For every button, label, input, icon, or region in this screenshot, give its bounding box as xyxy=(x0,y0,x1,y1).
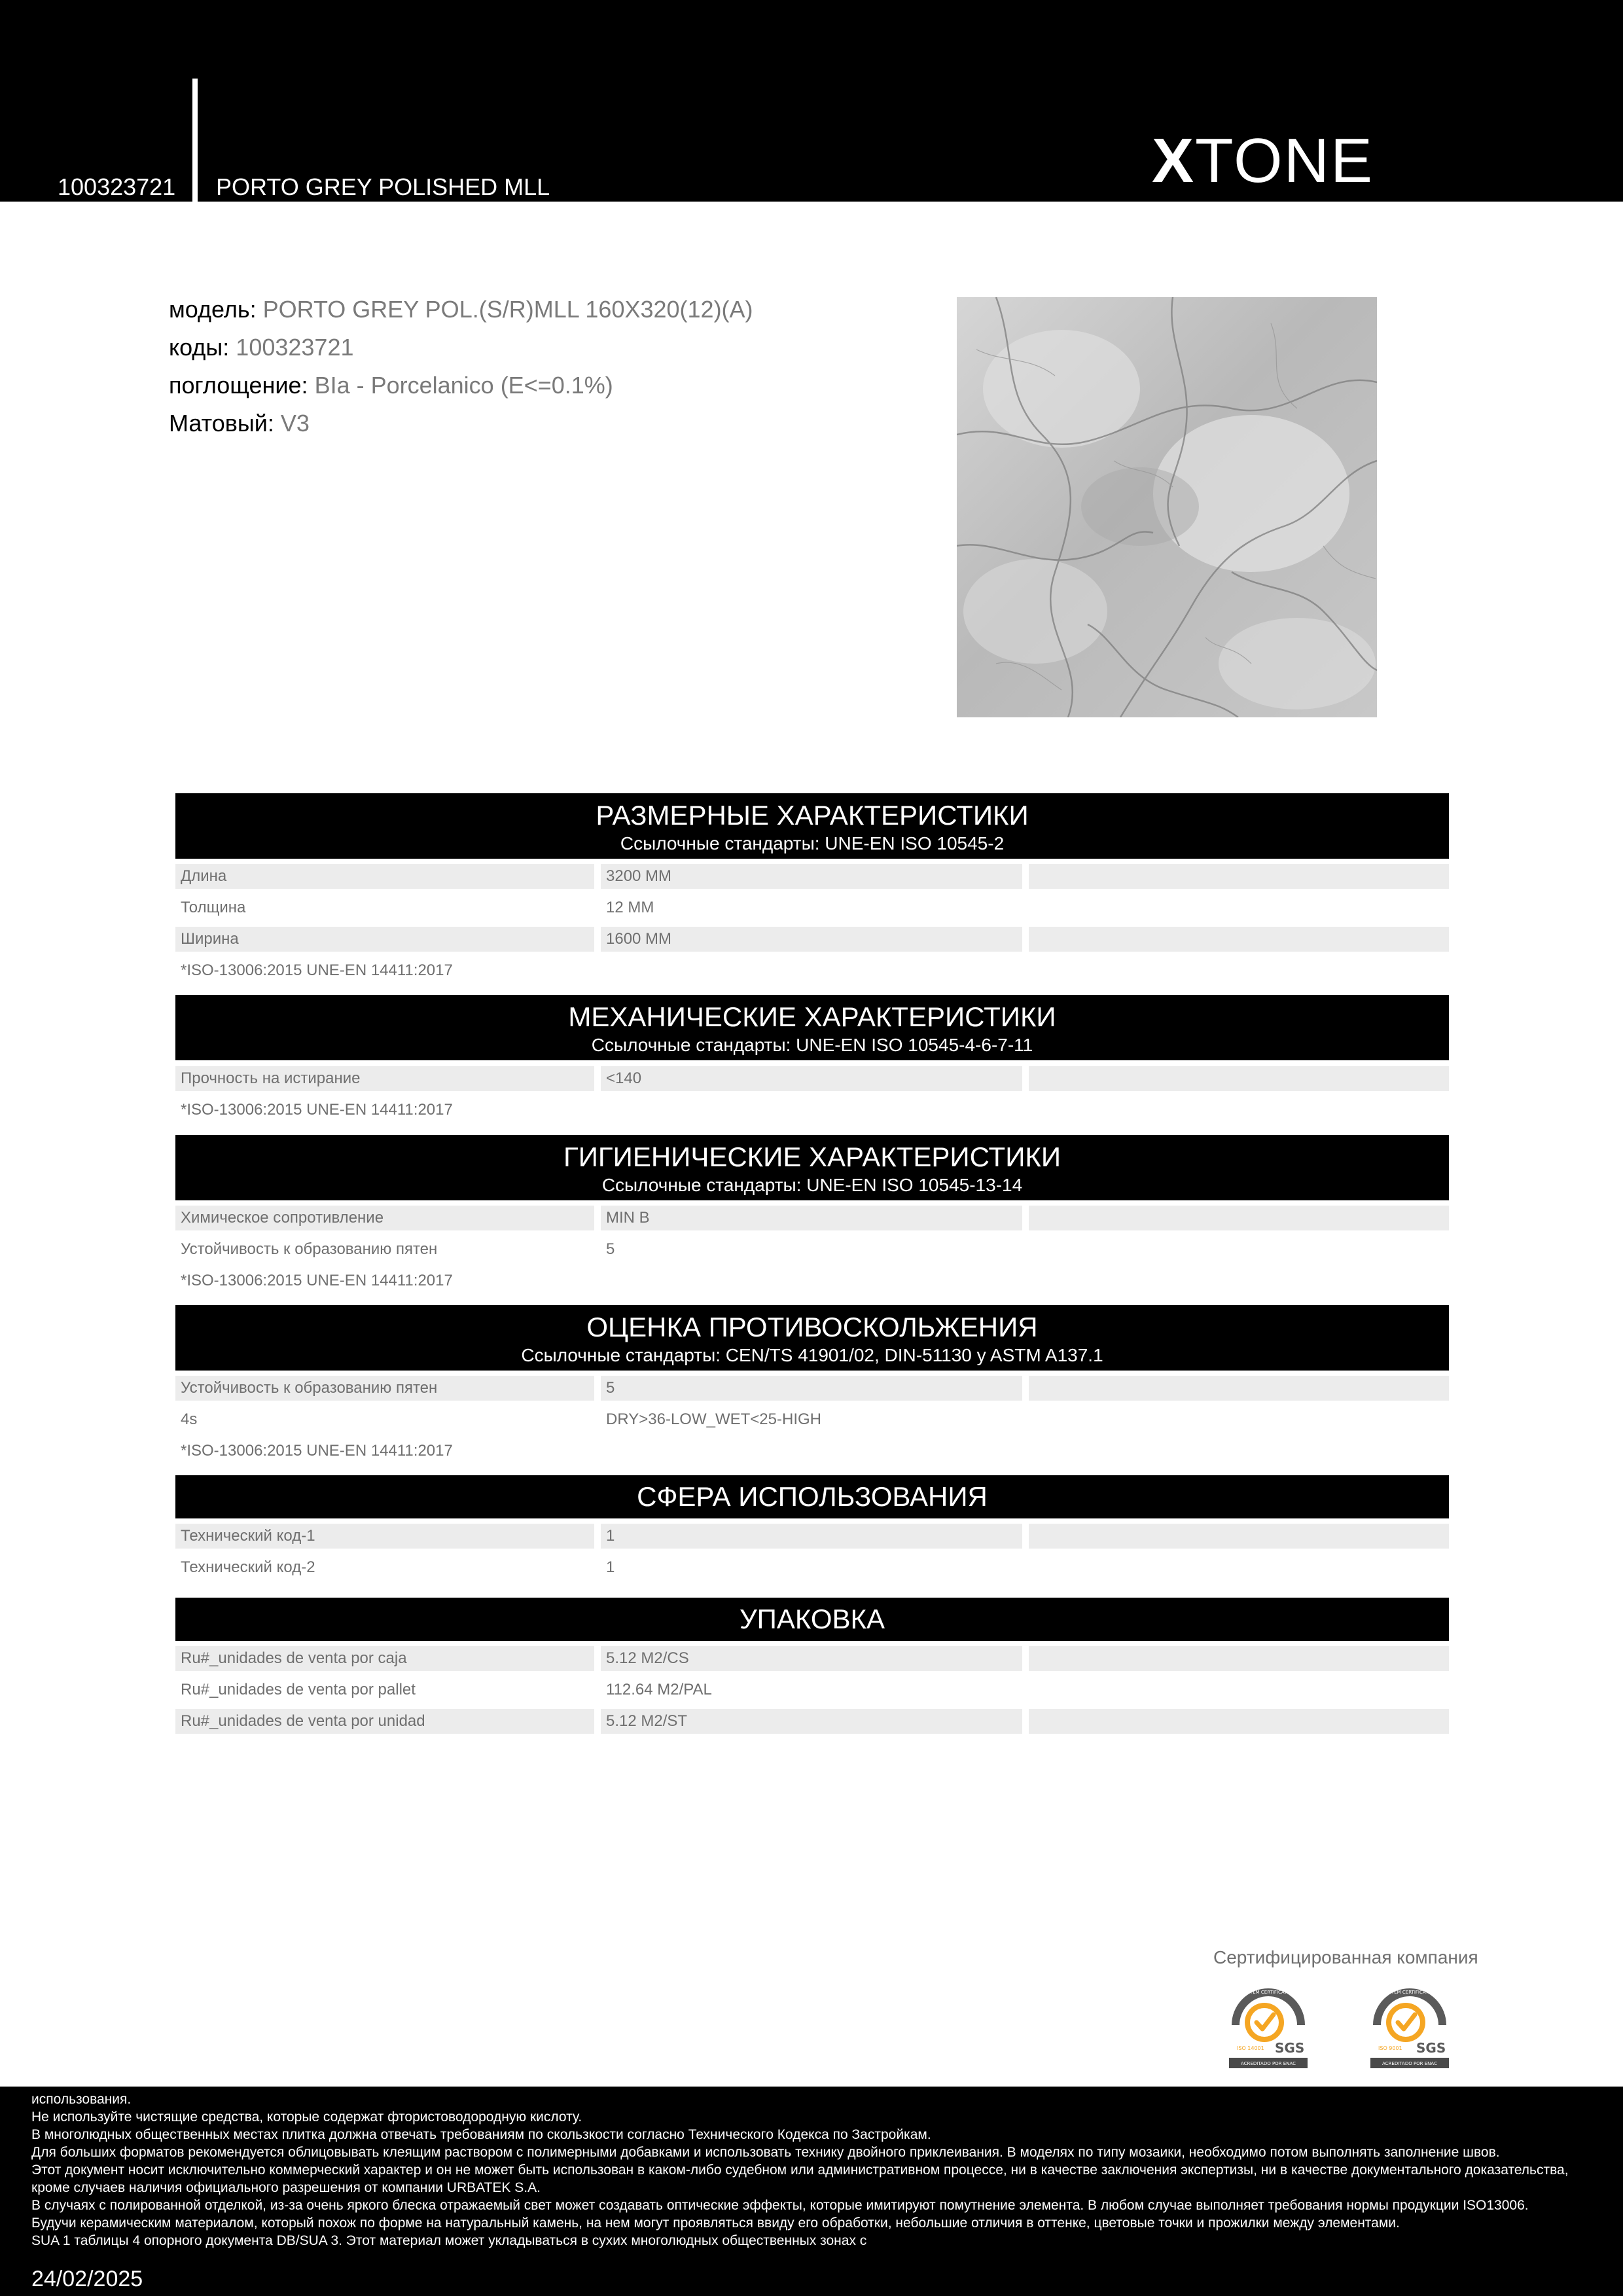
row-extra xyxy=(1029,1677,1449,1702)
footer-line: SUA 1 таблицы 4 опорного документа DB/SUA 3. Этот материал может укладываться в сухих многолюдных общественных зонах с xyxy=(31,2233,867,2248)
section-usage-header xyxy=(175,1475,1449,1518)
table-row xyxy=(175,1524,1449,1549)
info-matte-value: V3 xyxy=(280,410,310,437)
row-name: Технический код-1 xyxy=(175,1524,594,1549)
row-value: <140 xyxy=(601,1066,1022,1091)
row-name: Устойчивость к образованию пятен xyxy=(181,1240,438,1258)
row-extra xyxy=(1029,1646,1449,1671)
footer-disclaimer xyxy=(0,2087,1623,2296)
table-row xyxy=(175,1709,1449,1734)
footer-line: Для больших форматов рекомендуется облицовывать клеящим раствором с полимерными добавками и использовать технику двойного приклеивания. В моделях по типу мозаики, необходимо потом выполнять заполнение швов. xyxy=(31,2145,1500,2160)
info-codes-label: коды: xyxy=(169,334,230,361)
info-absorption-value: BIa - Porcelanico (E<=0.1%) xyxy=(314,372,613,399)
section-subtitle: Ссылочные стандарты: UNE-EN ISO 10545-4-6-7-11 xyxy=(591,1035,1033,1055)
section-title: СФЕРА ИСПОЛЬЗОВАНИЯ xyxy=(637,1481,988,1512)
table-row xyxy=(175,1677,1449,1702)
footer-line: использования. xyxy=(31,2092,132,2107)
row-value: 5 xyxy=(606,1240,615,1258)
header-divider xyxy=(192,79,198,202)
row-value: 5.12 M2/CS xyxy=(601,1646,1022,1671)
logo-x: X xyxy=(1152,126,1196,196)
row-value: DRY>36-LOW_WET<25-HIGH xyxy=(606,1410,821,1428)
product-marble-image xyxy=(957,297,1377,717)
section-hygienic-header xyxy=(175,1135,1449,1200)
info-codes xyxy=(169,329,753,367)
row-name: Ru#_unidades de venta por caja xyxy=(175,1646,594,1671)
row-extra xyxy=(1029,1376,1449,1401)
section-slip-header xyxy=(175,1305,1449,1371)
row-extra xyxy=(1029,895,1449,920)
info-matte-label: Матовый: xyxy=(169,410,274,437)
row-name: Технический код-2 xyxy=(181,1558,315,1576)
section-title: ГИГИЕНИЧЕСКИЕ ХАРАКТЕРИСТИКИ xyxy=(563,1141,1061,1172)
table-row xyxy=(175,927,1449,952)
row-extra xyxy=(1029,927,1449,952)
product-code: 100323721 xyxy=(58,173,176,200)
cert-top-text: SYSTEM CERTIFICATION xyxy=(1241,1990,1296,1995)
table-row xyxy=(175,1646,1449,1671)
info-codes-value: 100323721 xyxy=(236,334,354,361)
footer-text xyxy=(31,2090,1602,2250)
section-note: *ISO-13006:2015 UNE-EN 14411:2017 xyxy=(181,1101,453,1119)
footer-line: Этот документ носит исключительно коммерческий характер и он не может быть использован в каком-либо судебном или административном процессе, ни в качестве заключения экспертизы, ни в качестве документального доказательства, кроме случаев наличия официального разрешения от компании URBATEK S.A. xyxy=(31,2162,1569,2195)
section-packaging-header xyxy=(175,1598,1449,1641)
row-extra xyxy=(1029,1555,1449,1580)
certified-company-label: Сертифицированная компания xyxy=(1213,1947,1478,1967)
row-extra xyxy=(1029,1066,1449,1091)
row-extra xyxy=(1029,1206,1449,1230)
table-row xyxy=(175,1555,1449,1580)
footer-line: Будучи керамическим материалом, который похож по форме на натуральный камень, на нем могут проявляться ввиду его обработки, небольшие отличия в оттенке, цветовые точки и прожилки между элементами. xyxy=(31,2215,1400,2231)
xtone-logo xyxy=(1152,128,1374,194)
header-bar xyxy=(0,0,1623,202)
logo-rest: TONE xyxy=(1195,126,1374,196)
section-note: *ISO-13006:2015 UNE-EN 14411:2017 xyxy=(181,961,453,979)
table-row xyxy=(175,895,1449,920)
table-row xyxy=(175,1206,1449,1230)
row-name: Химическое сопротивление xyxy=(175,1206,594,1230)
section-subtitle: Ссылочные стандарты: CEN/TS 41901/02, DIN-51130 y ASTM A137.1 xyxy=(521,1345,1103,1365)
info-absorption-label: поглощение: xyxy=(169,372,308,399)
table-row xyxy=(175,1376,1449,1401)
row-value: 1 xyxy=(601,1524,1022,1549)
section-title: МЕХАНИЧЕСКИЕ ХАРАКТЕРИСТИКИ xyxy=(568,1001,1056,1032)
info-matte xyxy=(169,404,753,442)
cert-top-text: SYSTEM CERTIFICATION xyxy=(1382,1990,1437,1995)
cert-bottom-text: ACREDITADO POR ENAC xyxy=(1241,2061,1296,2066)
row-value: 12 MM xyxy=(606,899,654,916)
row-extra xyxy=(1029,1407,1449,1432)
row-extra xyxy=(1029,864,1449,889)
row-name: Толщина xyxy=(181,899,246,916)
cert-side-text: ISO 14001 xyxy=(1237,2045,1264,2051)
row-name: 4s xyxy=(181,1410,198,1428)
info-model xyxy=(169,291,753,329)
section-mechanical-header xyxy=(175,995,1449,1060)
row-value: 1600 MM xyxy=(601,927,1022,952)
sgs-iso14001-logo xyxy=(1228,1979,1309,2071)
info-model-value: PORTO GREY POL.(S/R)MLL 160X320(12)(A) xyxy=(262,296,753,323)
row-extra xyxy=(1029,1709,1449,1734)
cert-side-text: ISO 9001 xyxy=(1378,2045,1402,2051)
row-name: Ru#_unidades de venta por pallet xyxy=(181,1681,416,1698)
info-model-label: модель: xyxy=(169,296,257,323)
section-subtitle: Ссылочные стандарты: UNE-EN ISO 10545-13-14 xyxy=(601,1175,1023,1195)
row-name: Ширина xyxy=(175,927,594,952)
row-name: Устойчивость к образованию пятен xyxy=(175,1376,594,1401)
footer-line: В многолюдных общественных местах плитка должна отвечать требованиям по скользкости согласно Техническогo Кодекса по Застройкам. xyxy=(31,2127,931,2142)
row-extra xyxy=(1029,1524,1449,1549)
table-row xyxy=(175,1407,1449,1432)
table-row xyxy=(175,1237,1449,1262)
section-note: *ISO-13006:2015 UNE-EN 14411:2017 xyxy=(181,1442,453,1460)
info-absorption xyxy=(169,367,753,404)
table-row xyxy=(175,1066,1449,1091)
row-name: Длина xyxy=(175,864,594,889)
section-title: ОЦЕНКА ПРОТИВОСКОЛЬЖЕНИЯ xyxy=(586,1312,1038,1342)
footer-line: В случаях с полированной отделкой, из-за очень яркого блеска отражаемый свет может создавать оптические эффекты, которые имитируют помутнение элемента. В любом случае выполняет требования нормы продукции ISO13006. xyxy=(31,2198,1529,2213)
product-name: PORTO GREY POLISHED MLL xyxy=(216,173,550,200)
row-value: 3200 MM xyxy=(601,864,1022,889)
row-value: MIN B xyxy=(601,1206,1022,1230)
section-subtitle: Ссылочные стандарты: UNE-EN ISO 10545-2 xyxy=(620,833,1005,853)
document-date: 24/02/2025 xyxy=(31,2267,143,2291)
product-info xyxy=(169,291,753,442)
section-dimensions-header xyxy=(175,793,1449,859)
cert-brand: SGS xyxy=(1416,2040,1446,2056)
cert-bottom-text: ACREDITADO POR ENAC xyxy=(1382,2061,1437,2066)
row-extra xyxy=(1029,1237,1449,1262)
cert-brand: SGS xyxy=(1275,2040,1305,2056)
row-value: 1 xyxy=(606,1558,615,1576)
row-name: Прочность на истирание xyxy=(175,1066,594,1091)
table-row xyxy=(175,864,1449,889)
row-value: 112.64 M2/PAL xyxy=(606,1681,712,1698)
section-note: *ISO-13006:2015 UNE-EN 14411:2017 xyxy=(181,1272,453,1289)
row-value: 5.12 M2/ST xyxy=(601,1709,1022,1734)
footer-line: Не используйте чистящие средства, которые содержат фтористоводородную кислоту. xyxy=(31,2109,582,2125)
row-value: 5 xyxy=(601,1376,1022,1401)
section-title: РАЗМЕРНЫЕ ХАРАКТЕРИСТИКИ xyxy=(596,800,1029,831)
section-title: УПАКОВКА xyxy=(739,1604,885,1634)
row-name: Ru#_unidades de venta por unidad xyxy=(175,1709,594,1734)
sgs-iso9001-logo xyxy=(1369,1979,1450,2071)
